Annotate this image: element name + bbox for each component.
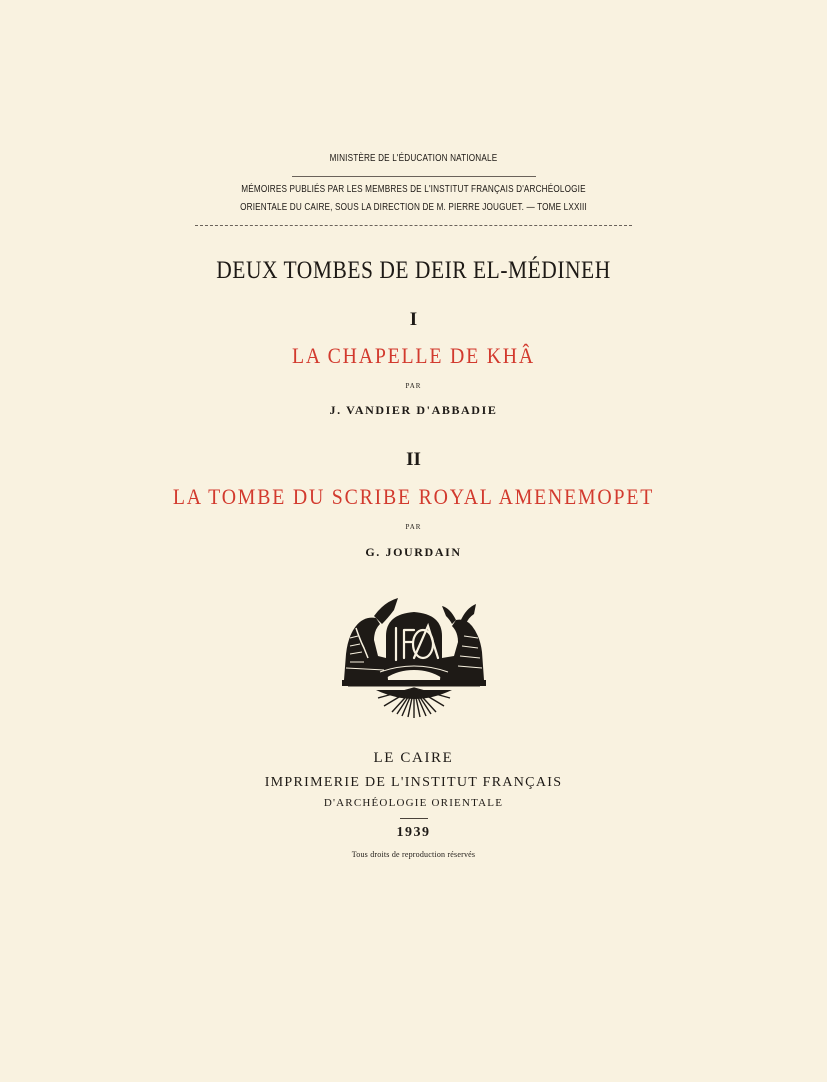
- imprint-printer-line2: D'ARCHÉOLOGIE ORIENTALE: [323, 797, 504, 809]
- header-rule-bottom: [195, 225, 632, 226]
- part2-numeral: II: [406, 449, 421, 470]
- main-title: DEUX TOMBES DE DEIR EL-MÉDINEH: [216, 257, 611, 284]
- part1-par: PAR: [405, 382, 422, 390]
- part2-author: G. JOURDAIN: [365, 545, 462, 559]
- imprint-printer-line1: IMPRIMERIE DE L'INSTITUT FRANÇAIS: [264, 775, 563, 790]
- imprint-city: LE CAIRE: [373, 750, 454, 766]
- imprint-rights: Tous droits de reproduction réservés: [351, 850, 476, 859]
- imprint-year: 1939: [396, 825, 431, 840]
- part1-title: LA CHAPELLE DE KHÂ: [291, 343, 536, 368]
- header-rule-top: [292, 176, 536, 177]
- series-line-1: MÉMOIRES PUBLIÉS PAR LES MEMBRES DE L'INSTITUT FRANÇAIS D'ARCHÉOLOGIE: [241, 183, 586, 195]
- part2-title: LA TOMBE DU SCRIBE ROYAL AMENEMOPET: [172, 484, 655, 509]
- imprint-rule: [400, 818, 428, 819]
- series-line-2: ORIENTALE DU CAIRE, SOUS LA DIRECTION DE M. PIERRE JOUGUET. — TOME LXXIII: [240, 201, 587, 213]
- ifao-emblem-icon: [334, 596, 494, 722]
- part2-par: PAR: [405, 523, 422, 531]
- part1-author: J. VANDIER D'ABBADIE: [329, 403, 498, 417]
- ministry-line: MINISTÈRE DE L'ÉDUCATION NATIONALE: [329, 152, 498, 164]
- part1-numeral: I: [409, 309, 418, 330]
